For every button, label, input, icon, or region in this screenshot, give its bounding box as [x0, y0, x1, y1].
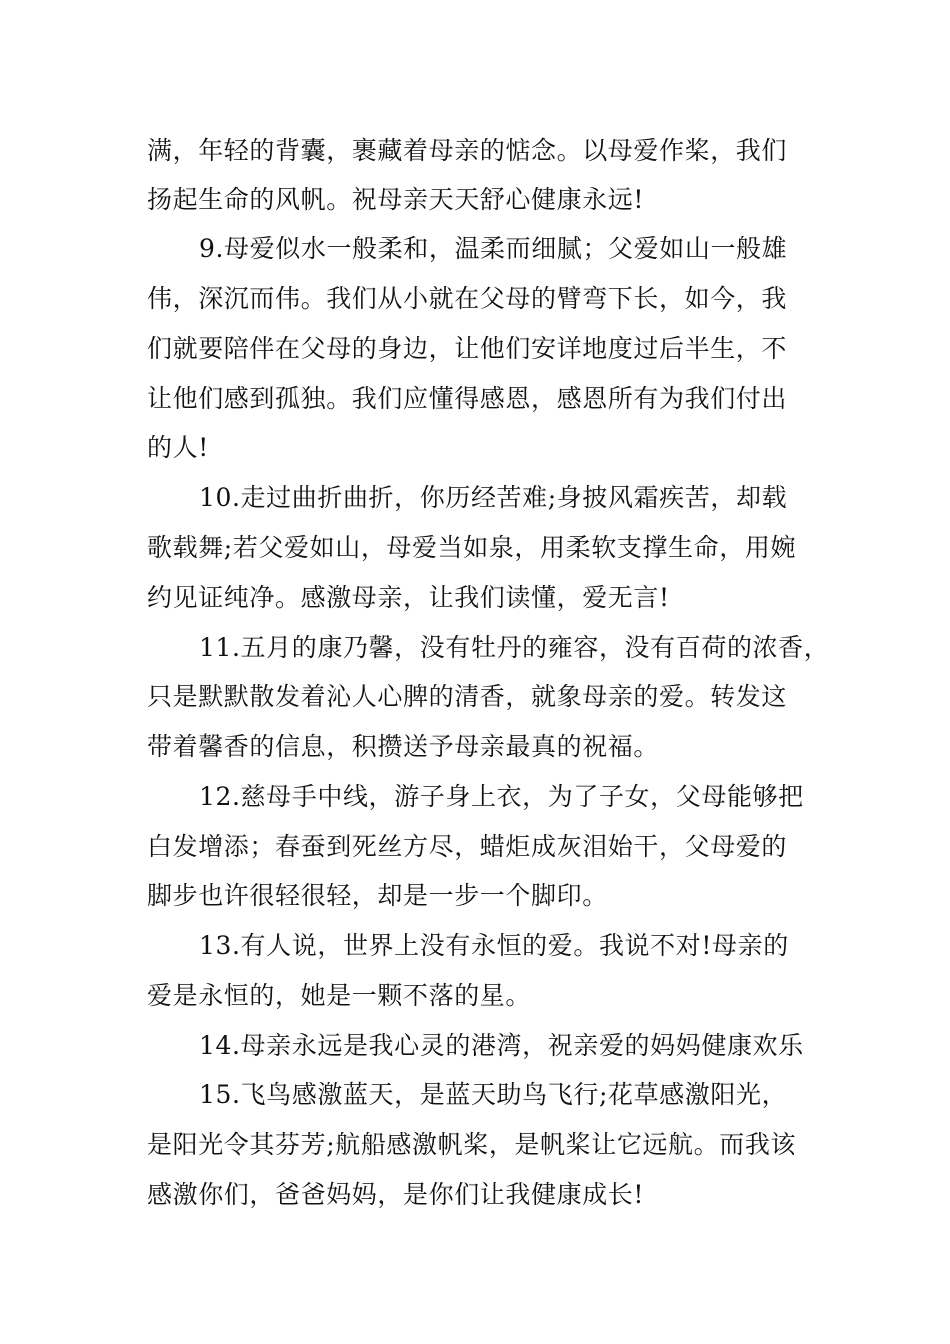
text-line: 扬起生命的风帆。祝母亲天天舒心健康永远!: [147, 185, 645, 214]
text-line: 感激你们，爸爸妈妈，是你们让我健康成长!: [147, 1180, 645, 1209]
text-line: 带着馨香的信息，积攒送予母亲最真的祝福。: [147, 732, 660, 761]
paragraph-11-line: 11.五月的康乃馨，没有牡丹的雍容，没有百荷的浓香，: [199, 633, 830, 662]
text-line: 满，年轻的背囊，裹藏着母亲的惦念。以母爱作桨，我们: [147, 136, 788, 165]
paragraph-14-line: 14.母亲永远是我心灵的港湾，祝亲爱的妈妈健康欢乐: [199, 1031, 804, 1060]
paragraph-10-line: 10.走过曲折曲折，你历经苦难;身披风霜疾苦，却载: [199, 483, 788, 512]
text-line: 让他们感到孤独。我们应懂得感恩，感恩所有为我们付出: [147, 384, 788, 413]
text-line: 只是默默散发着沁人心脾的清香，就象母亲的爱。转发这: [147, 682, 788, 711]
text-line: 歌载舞;若父爱如山，母爱当如泉，用柔软支撑生命，用婉: [147, 533, 797, 562]
paragraph-13-line: 13.有人说，世界上没有永恒的爱。我说不对!母亲的: [199, 931, 789, 960]
paragraph-12-line: 12.慈母手中线，游子身上衣，为了子女，父母能够把: [199, 782, 804, 811]
text-line: 约见证纯净。感激母亲，让我们读懂，爱无言!: [147, 583, 670, 612]
paragraph-15-line: 15.飞鸟感激蓝天，是蓝天助鸟飞行;花草感激阳光，: [199, 1080, 788, 1109]
text-line: 的人!: [147, 433, 209, 462]
text-line: 爱是永恒的，她是一颗不落的星。: [147, 981, 532, 1010]
paragraph-9-line: 9.母爱似水一般柔和，温柔而细腻；父爱如山一般雄: [199, 234, 788, 263]
text-line: 是阳光令其芬芳;航船感激帆桨，是帆桨让它远航。而我该: [147, 1130, 797, 1159]
text-line: 脚步也许很轻很轻，却是一步一个脚印。: [147, 881, 608, 910]
text-line: 们就要陪伴在父母的身边，让他们安详地度过后半生，不: [147, 334, 788, 363]
text-line: 白发增添；春蚕到死丝方尽，蜡炬成灰泪始干，父母爱的: [147, 832, 788, 861]
text-line: 伟，深沉而伟。我们从小就在父母的臂弯下长，如今，我: [147, 284, 788, 313]
